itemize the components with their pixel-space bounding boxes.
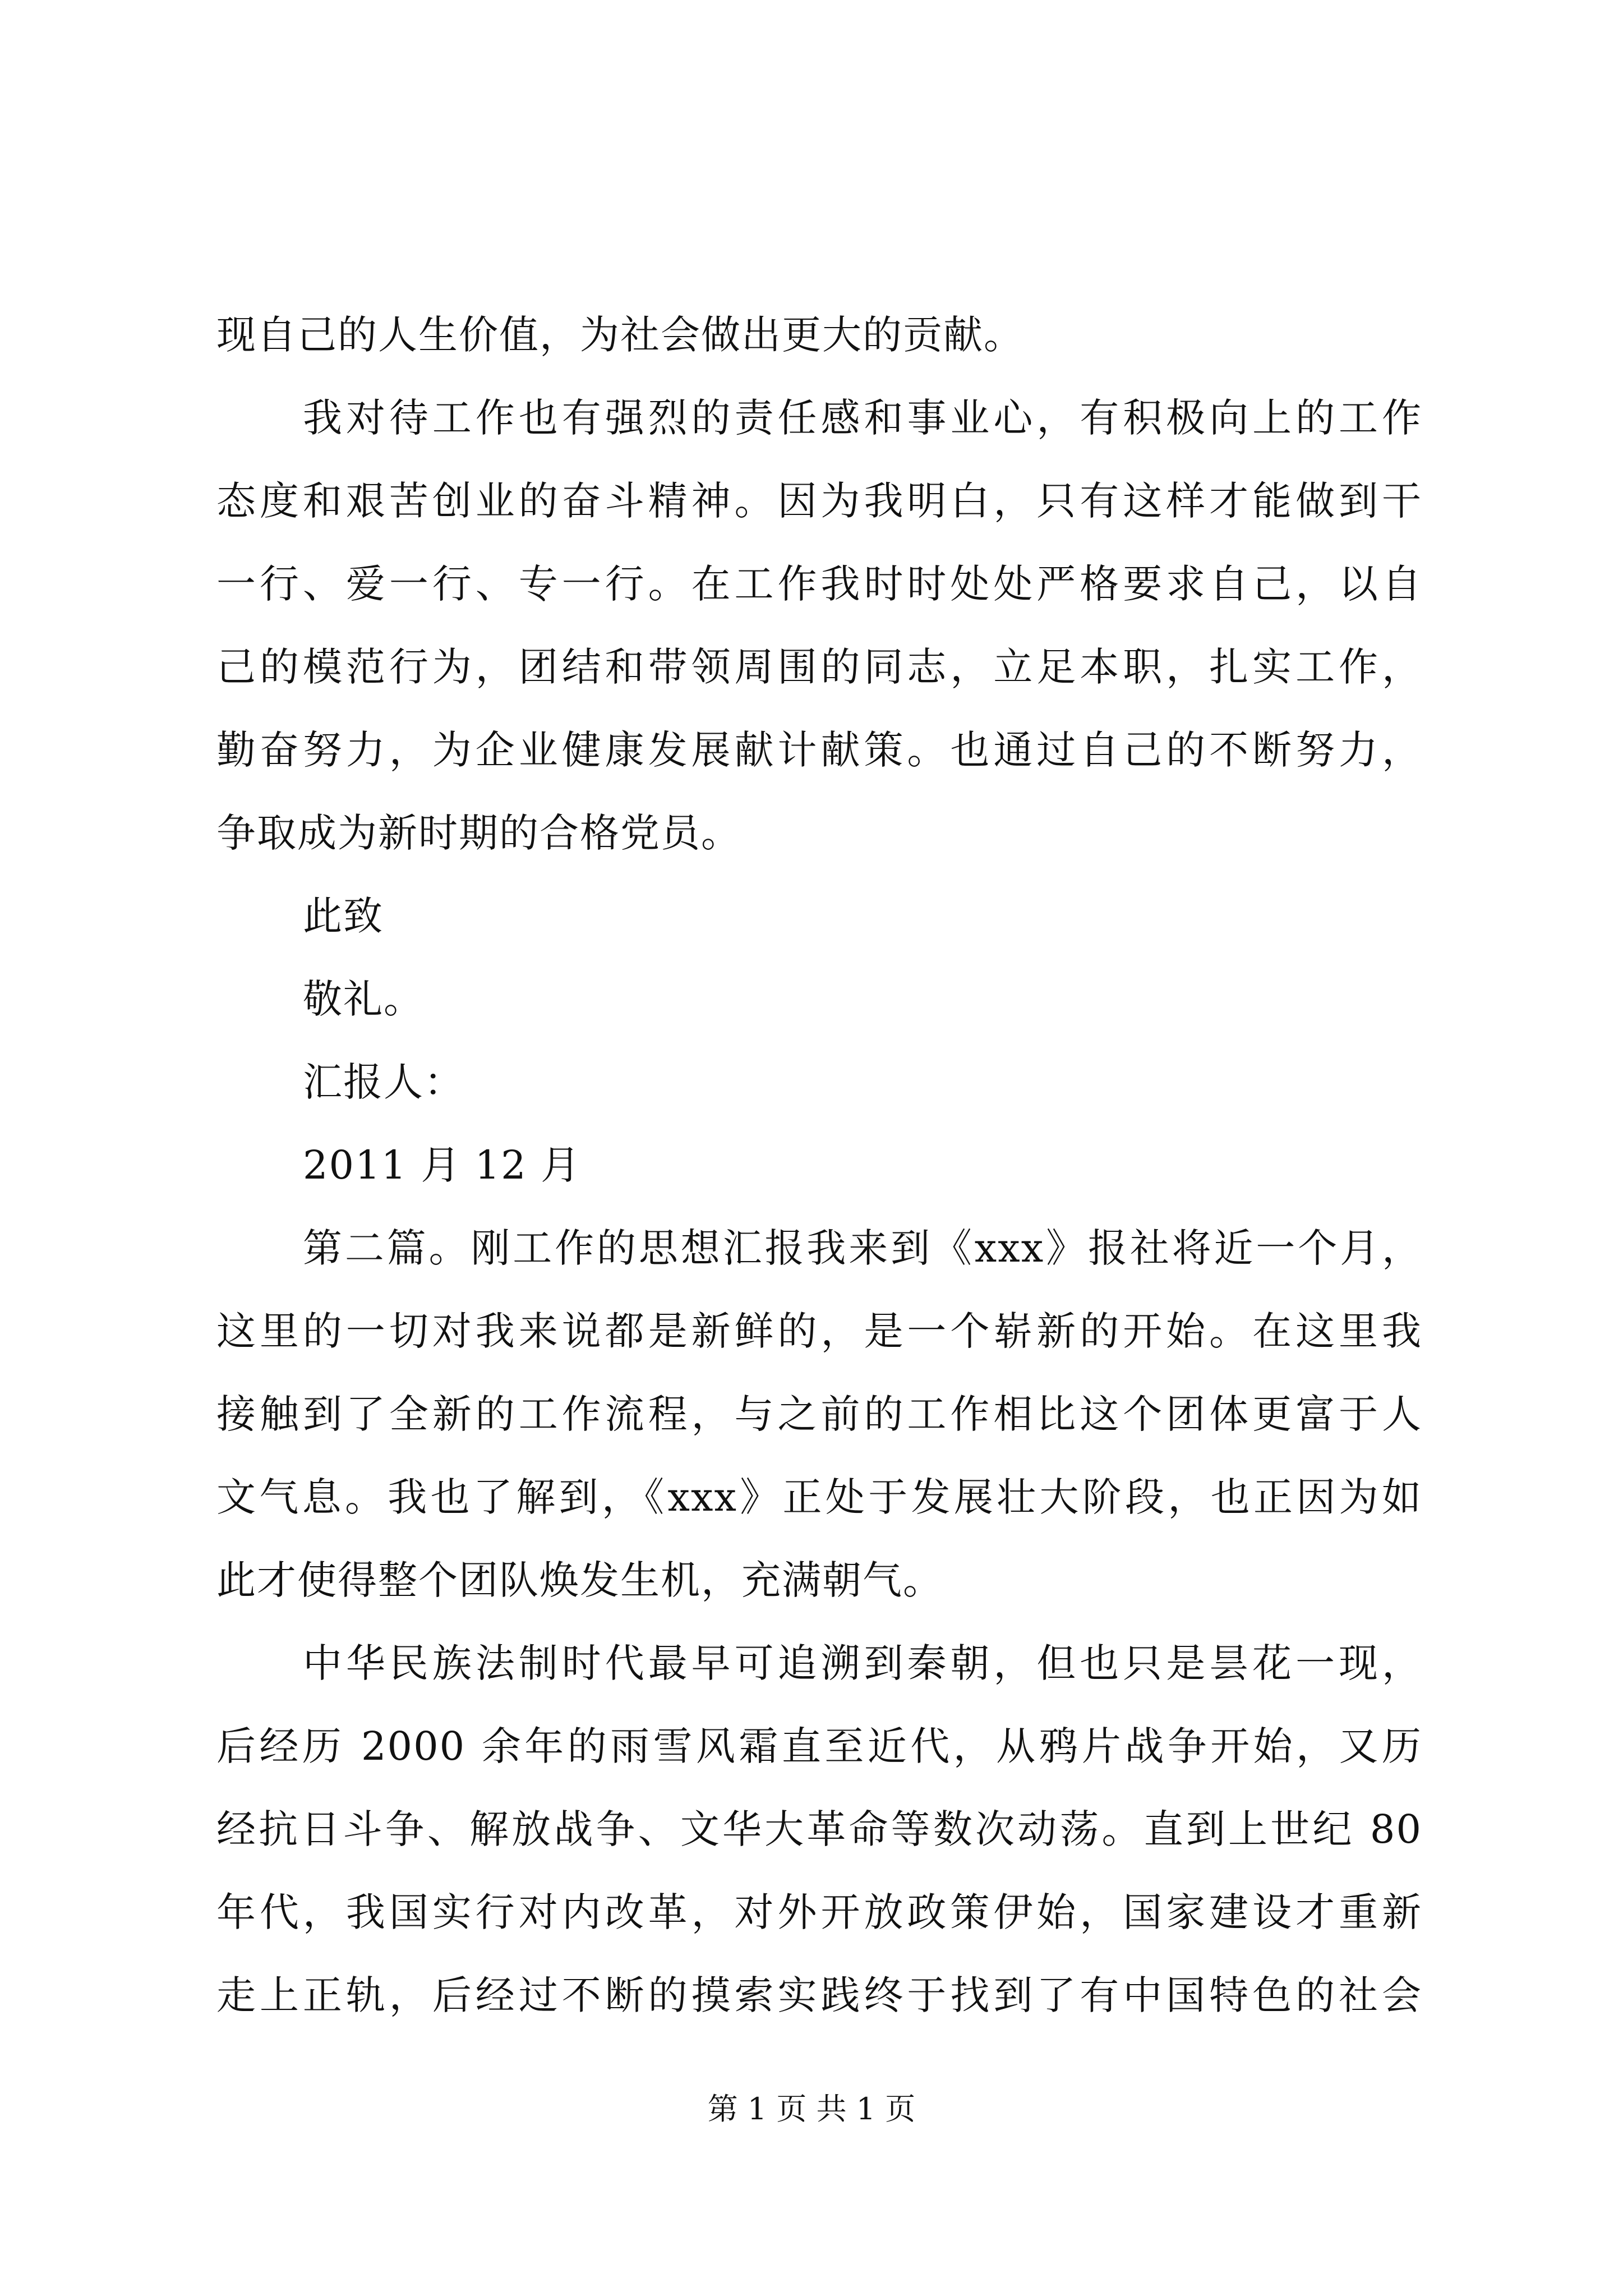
text-line: 文气息。我也了解到，《xxx》正处于发展壮大阶段，也正因为如	[216, 1474, 1422, 1520]
text-line: 走上正轨，后经过不断的摸索实践终于找到了有中国特色的社会	[216, 1972, 1422, 2018]
text-line: 接触到了全新的工作流程，与之前的工作相比这个团体更富于人	[216, 1391, 1422, 1437]
text-line: 态度和艰苦创业的奋斗精神。因为我明白，只有这样才能做到干	[216, 478, 1422, 524]
salutation-line: 此致	[303, 893, 384, 939]
text-line: 己的模范行为，团结和带领周围的同志，立足本职，扎实工作，	[216, 644, 1422, 690]
text-line: 现自己的人生价值，为社会做出更大的贡献。	[216, 312, 1024, 358]
text-line: 此才使得整个团队焕发生机，充满朝气。	[216, 1557, 943, 1603]
text-line: 一行、爱一行、专一行。在工作我时时处处严格要求自己，以自	[216, 561, 1422, 607]
text-line: 经抗日斗争、解放战争、文华大革命等数次动荡。直到上世纪 80	[216, 1806, 1422, 1852]
text-line: 我对待工作也有强烈的责任感和事业心，有积极向上的工作	[303, 395, 1422, 441]
reporter-line: 汇报人：	[303, 1059, 464, 1105]
text-line: 年代，我国实行对内改革，对外开放政策伊始，国家建设才重新	[216, 1889, 1422, 1935]
text-line: 争取成为新时期的合格党员。	[216, 810, 741, 856]
date-line: 2011 月 12 月	[303, 1142, 581, 1188]
closing-line: 敬礼。	[303, 976, 424, 1022]
page-footer: 第 1 页 共 1 页	[707, 2091, 916, 2127]
text-line: 中华民族法制时代最早可追溯到秦朝，但也只是昙花一现，	[303, 1640, 1422, 1686]
text-line: 后经历 2000 余年的雨雪风霜直至近代，从鸦片战争开始，又历	[216, 1723, 1422, 1769]
text-line: 勤奋努力，为企业健康发展献计献策。也通过自己的不断努力，	[216, 727, 1422, 773]
text-line: 第二篇。刚工作的思想汇报我来到《xxx》报社将近一个月，	[303, 1225, 1422, 1271]
text-line: 这里的一切对我来说都是新鲜的，是一个崭新的开始。在这里我	[216, 1308, 1422, 1354]
